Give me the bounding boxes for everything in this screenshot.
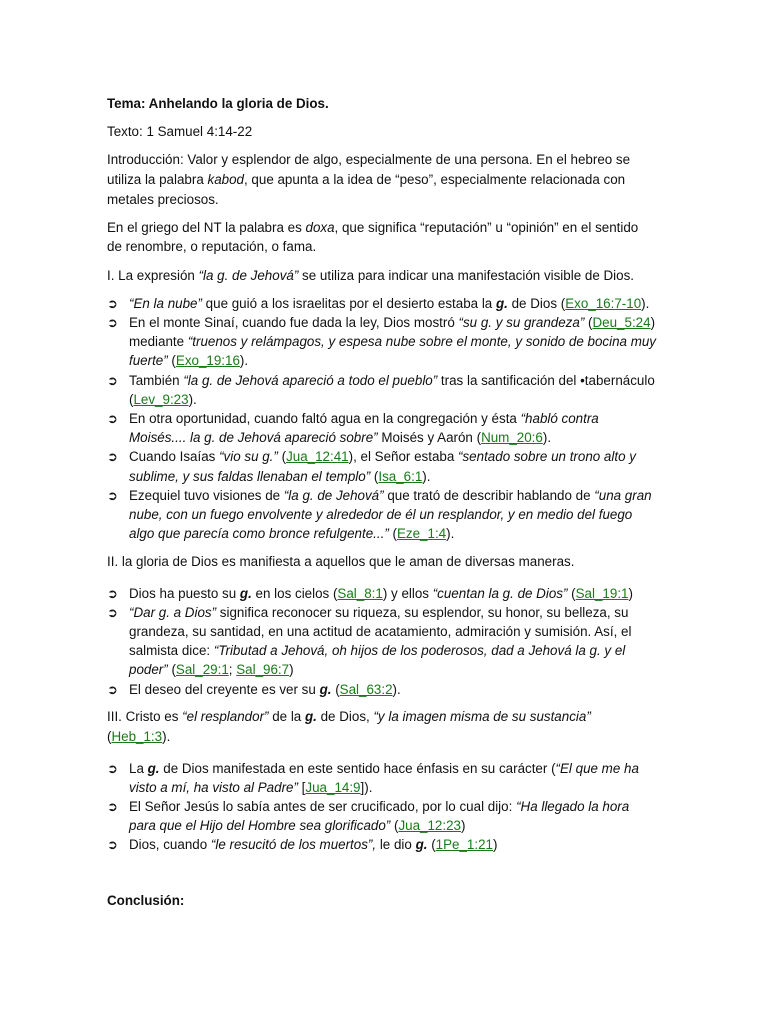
reference-link[interactable]: Isa_6:1 <box>378 468 423 484</box>
arrow-bullet-icon: ➲ <box>107 295 118 311</box>
list-item: ➲ En otra oportunidad, cuando faltó agua en la congregación y ésta “habló contra Moisés.... la g. de Jehová apareció sobre” Moisés y Aarón (Num_20:6). <box>107 410 599 446</box>
reference-link[interactable]: Sal_8:1 <box>337 585 383 601</box>
list-item: ➲ Dios ha puesto su g. en los cielos (Sal_8:1) y ellos “cuentan la g. de Dios” (Sal_19:1) <box>107 584 656 603</box>
texto-label: Texto: <box>107 124 147 140</box>
arrow-bullet-icon: ➲ <box>107 760 118 776</box>
list-item: ➲ En el monte Sinaí, cuando fue dada la ley, Dios mostró “su g. y su grandeza” (Deu_5:24) mediante “truenos y relámpagos, y espesa nube sobre el monte, y sonido de bocina muy fuerte” (Exo_19:16). <box>107 314 657 369</box>
list-item: ➲ Dios, cuando “le resucitó de los muertos”, le dio g. (1Pe_1:21) <box>107 835 656 854</box>
list-item: ➲ El deseo del creyente es ver su g. (Sal_63:2). <box>107 680 656 699</box>
reference-link[interactable]: Sal_63:2 <box>339 681 393 697</box>
section-3-heading: III. Cristo es “el resplandor” de la g. de Dios, “y la imagen misma de su sustancia” (Heb_1:3). <box>107 709 591 744</box>
arrow-bullet-icon: ➲ <box>107 681 118 697</box>
reference-link[interactable]: Num_20:6 <box>481 430 543 446</box>
arrow-bullet-icon: ➲ <box>107 837 118 853</box>
intro-paragraph: Introducción: Valor y esplendor de algo, especialmente de una persona. En el hebreo se utiliza la palabra kabod, que apunta a la idea de “peso”, especialmente relacionada con metales preciosos. <box>107 152 631 207</box>
arrow-bullet-icon: ➲ <box>107 314 118 330</box>
reference-link[interactable]: Eze_1:4 <box>396 526 447 542</box>
tema-line <box>107 94 656 114</box>
kabod-term: kabod <box>207 171 244 187</box>
griego-paragraph: En el griego del NT la palabra es doxa, que significa “reputación” u “opinión” en el sentido de renombre, o reputación, o fama. <box>107 219 639 255</box>
list-item: ➲ “En la nube” que guió a los israelitas por el desierto estaba la g. de Dios (Exo_16:7-10). <box>107 294 656 313</box>
section-1-list <box>107 294 656 544</box>
texto-line <box>107 122 656 142</box>
reference-link[interactable]: Sal_29:1 <box>175 662 229 678</box>
arrow-bullet-icon: ➲ <box>107 585 118 601</box>
arrow-bullet-icon: ➲ <box>107 798 118 814</box>
reference-link[interactable]: 1Pe_1:21 <box>435 837 493 853</box>
section-2-list <box>107 584 656 699</box>
section-2-heading: II. la gloria de Dios es manifiesta a aquellos que le aman de diversas maneras. <box>107 553 575 569</box>
list-item: ➲ También “la g. de Jehová apareció a todo el pueblo” tras la santificación del •tabernáculo (Lev_9:23). <box>107 372 655 407</box>
list-item: ➲ Ezequiel tuvo visiones de “la g. de Jehová” que trató de describir hablando de “una gran nube, con un fuego envolvente y alrededor de él un resplandor, y en medio del fuego algo que parecía como bronce refulgente...” (Eze_1:4). <box>107 487 652 542</box>
tema-value: Anhelando la gloria de Dios. <box>148 96 329 111</box>
reference-link[interactable]: Jua_12:41 <box>286 449 349 465</box>
arrow-bullet-icon: ➲ <box>107 449 118 465</box>
section-1-heading: I. La expresión “la g. de Jehová” se utiliza para indicar una manifestación visible de Dios. <box>107 267 634 283</box>
reference-link[interactable]: Lev_9:23 <box>133 391 189 407</box>
reference-link[interactable]: Sal_96:7 <box>236 662 290 678</box>
reference-link[interactable]: Heb_1:3 <box>111 728 163 744</box>
arrow-bullet-icon: ➲ <box>107 604 118 620</box>
arrow-bullet-icon: ➲ <box>107 372 118 388</box>
doxa-term: doxa <box>305 219 335 235</box>
section-3-list <box>107 759 656 855</box>
intro-label: Introducción: <box>107 152 184 168</box>
reference-link[interactable]: Jua_12:23 <box>398 818 461 834</box>
reference-link[interactable]: Jua_14:9 <box>305 779 361 795</box>
list-item: ➲ “Dar g. a Dios” significa reconocer su riqueza, su esplendor, su honor, su belleza, su grandeza, su santidad, en una actitud de acatamiento, admiración y sumisión. Así, el salmista dice: “Tributad a Jehová, oh hijos de los poderosos, dad a Jehová la g. y el poder” (Sal_29:1; Sal_96:7) <box>107 604 632 678</box>
reference-link[interactable]: Exo_19:16 <box>175 353 240 369</box>
texto-value: 1 Samuel 4:14-22 <box>146 124 253 140</box>
tema-label: Tema: <box>107 96 149 111</box>
list-item: ➲ La g. de Dios manifestada en este sentido hace énfasis en su carácter (“El que me ha visto a mí, ha visto al Padre” [Jua_14:9]). <box>107 760 639 795</box>
reference-link[interactable]: Exo_16:7-10 <box>565 295 642 311</box>
reference-link[interactable]: Deu_5:24 <box>592 314 651 330</box>
arrow-bullet-icon: ➲ <box>107 410 118 426</box>
reference-link[interactable]: Sal_19:1 <box>575 585 629 601</box>
list-item: ➲ Cuando Isaías “vio su g.” (Jua_12:41), el Señor estaba “sentado sobre un trono alto y sublime, y sus faldas llenaban el templo” (Isa_6:1). <box>107 449 636 484</box>
list-item: ➲ El Señor Jesús lo sabía antes de ser crucificado, por lo cual dijo: “Ha llegado la hora para que el Hijo del Hombre sea glorificado” (Jua_12:23) <box>107 798 630 834</box>
arrow-bullet-icon: ➲ <box>107 487 118 503</box>
conclusion-heading: Conclusión: <box>107 893 185 909</box>
